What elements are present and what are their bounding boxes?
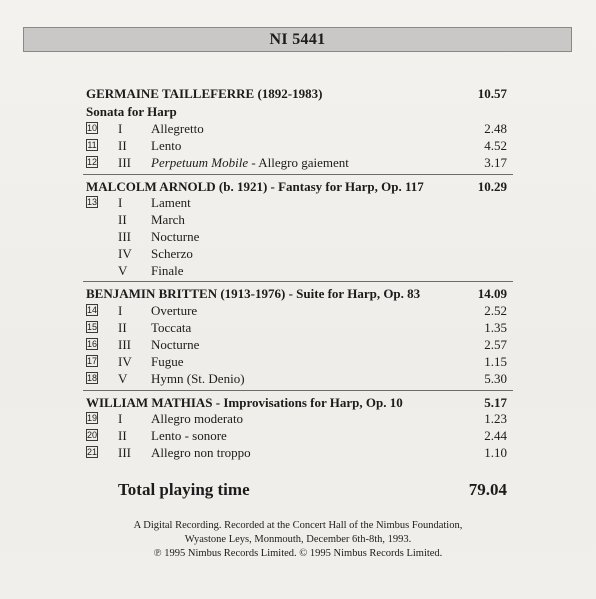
catalog-number-header: NI 5441 <box>23 27 572 52</box>
copyright-line: ℗ 1995 Nimbus Records Limited. © 1995 Nimbus Records Limited. <box>153 548 443 559</box>
composer-heading: WILLIAM MATHIAS - Improvisations for Harp, Op. 10 <box>86 395 403 410</box>
movement-title: Lento - sonore <box>151 428 227 443</box>
movement-duration: 2.48 <box>484 121 507 136</box>
section-duration: 10.29 <box>477 179 507 194</box>
track-number-box: 20 <box>87 430 98 440</box>
movement-number: III <box>118 337 131 352</box>
section-divider <box>83 390 513 391</box>
track-row <box>0 245 596 262</box>
track-number-box: 13 <box>87 197 98 207</box>
movement-number: I <box>118 121 123 136</box>
total-playing-time-value: 79.04 <box>468 480 507 499</box>
track-row <box>0 319 596 336</box>
movement-duration: 4.52 <box>484 138 507 153</box>
movement-number: I <box>118 195 123 210</box>
section-heading-tailleferre <box>0 85 596 102</box>
track-row <box>0 154 596 171</box>
movement-duration: 3.17 <box>484 155 507 170</box>
movement-title: Allegro non troppo <box>151 445 251 460</box>
track-number-box: 14 <box>87 305 98 315</box>
movement-number: V <box>118 371 128 386</box>
movement-title: Nocturne <box>151 337 200 352</box>
section-duration: 5.17 <box>484 395 507 410</box>
track-number-box: 11 <box>87 140 97 150</box>
track-number-box: 19 <box>87 413 98 423</box>
composer-heading: GERMAINE TAILLEFERRE (1892-1983) <box>86 86 323 101</box>
movement-number: I <box>118 411 123 426</box>
track-row <box>0 427 596 444</box>
movement-title: Hymn (St. Denio) <box>151 371 245 386</box>
composer-heading: BENJAMIN BRITTEN (1913-1976) - Suite for Harp, Op. 83 <box>86 286 421 301</box>
track-row <box>0 228 596 245</box>
movement-number: III <box>118 229 131 244</box>
movement-title: Allegretto <box>151 121 204 136</box>
credits-line: Wyastone Leys, Monmouth, December 6th-8th, 1993. <box>184 534 412 545</box>
track-row <box>0 444 596 461</box>
track-number-box: 15 <box>87 322 98 332</box>
total-playing-time-label: Total playing time <box>118 480 250 499</box>
track-row <box>0 353 596 370</box>
movement-duration: 1.10 <box>484 445 507 460</box>
section-divider <box>83 174 513 175</box>
movement-title: Fugue <box>151 354 184 369</box>
movement-title: Overture <box>151 303 198 318</box>
movement-duration: 1.15 <box>484 354 507 369</box>
track-row <box>0 370 596 387</box>
movement-title: Nocturne <box>151 229 200 244</box>
work-subtitle <box>0 103 596 120</box>
section-duration: 10.57 <box>477 86 507 101</box>
track-row <box>0 137 596 154</box>
movement-duration: 2.57 <box>484 337 507 352</box>
section-divider <box>83 281 513 282</box>
credits-line: A Digital Recording. Recorded at the Concert Hall of the Nimbus Foundation, <box>133 520 463 531</box>
movement-number: II <box>118 320 127 335</box>
movement-title: Toccata <box>151 320 192 335</box>
movement-title: Lament <box>151 195 191 210</box>
movement-duration: 2.44 <box>484 428 507 443</box>
track-number-box: 12 <box>87 157 98 167</box>
movement-title: Allegro moderato <box>151 411 244 426</box>
movement-title: Finale <box>151 263 184 278</box>
movement-title: Scherzo <box>151 246 193 261</box>
track-row <box>0 194 596 211</box>
movement-title-italic: Perpetuum Mobile <box>151 155 249 170</box>
section-heading-britten <box>0 285 596 302</box>
movement-title <box>151 154 349 171</box>
track-row <box>0 211 596 228</box>
movement-duration: 1.35 <box>484 320 507 335</box>
movement-number: II <box>118 212 127 227</box>
work-title: Sonata for Harp <box>86 104 177 119</box>
movement-number: II <box>118 428 127 443</box>
movement-number: III <box>118 445 131 460</box>
track-number-box: 18 <box>87 373 98 383</box>
track-number-box: 17 <box>87 356 98 366</box>
movement-number: V <box>118 263 128 278</box>
section-duration: 14.09 <box>477 286 507 301</box>
movement-title-rest: - Allegro gaiement <box>248 155 349 170</box>
movement-number: IV <box>118 246 132 261</box>
movement-title: March <box>151 212 185 227</box>
composer-heading: MALCOLM ARNOLD (b. 1921) - Fantasy for Harp, Op. 117 <box>86 179 424 194</box>
movement-duration: 1.23 <box>484 411 507 426</box>
movement-title: Lento <box>151 138 182 153</box>
track-row <box>0 336 596 353</box>
section-heading-mathias <box>0 394 596 411</box>
section-heading-arnold <box>0 178 596 195</box>
track-row <box>0 120 596 137</box>
movement-number: I <box>118 303 123 318</box>
track-number-box: 10 <box>87 123 98 133</box>
movement-duration: 2.52 <box>484 303 507 318</box>
movement-number: IV <box>118 354 132 369</box>
track-number-box: 21 <box>87 447 98 457</box>
movement-duration: 5.30 <box>484 371 507 386</box>
movement-number: II <box>118 138 127 153</box>
track-row <box>0 302 596 319</box>
track-row <box>0 410 596 427</box>
recording-credits <box>0 519 596 561</box>
movement-number: III <box>118 155 131 170</box>
track-row <box>0 262 596 279</box>
track-number-box: 16 <box>87 339 98 349</box>
